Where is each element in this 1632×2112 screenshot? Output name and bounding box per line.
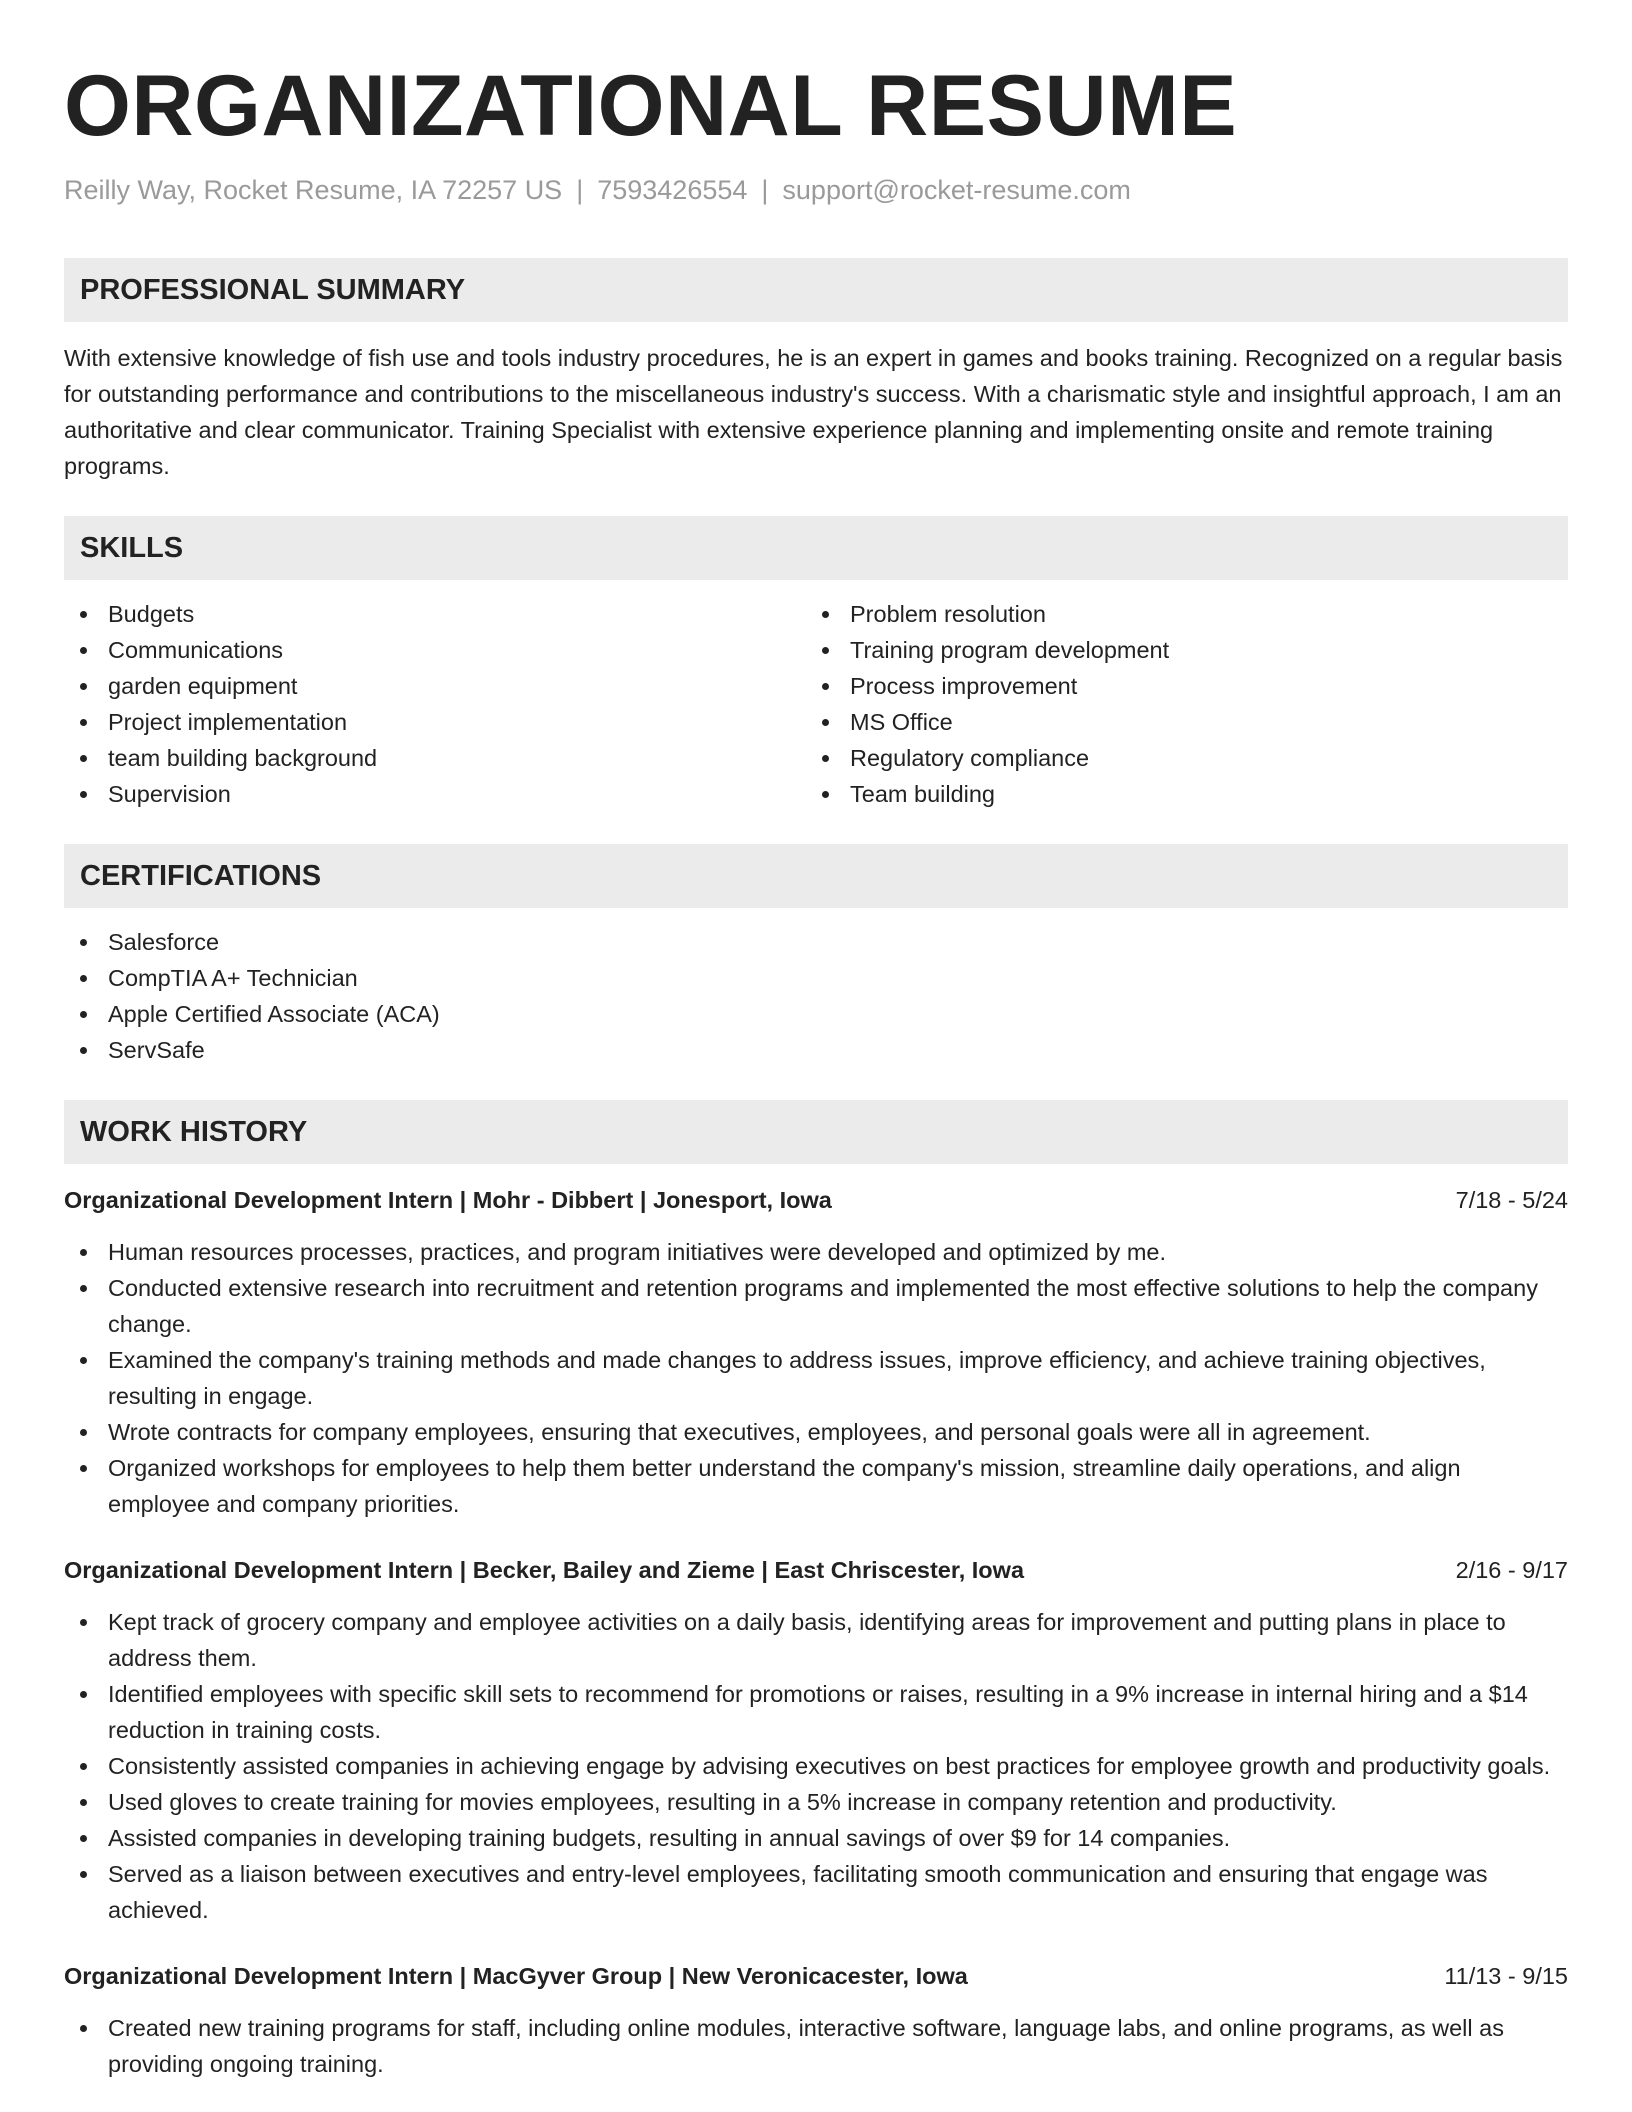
resume-title: ORGANIZATIONAL RESUME — [64, 58, 1238, 154]
skill-item: Training program development — [806, 632, 1548, 668]
summary-section-header: PROFESSIONAL SUMMARY — [64, 258, 1568, 322]
certifications-section-header: CERTIFICATIONS — [64, 844, 1568, 908]
job-bullet: Identified employees with specific skill sets to recommend for promotions or raises, resulting in a 9% increase in internal hiring and a $14 reduction in training costs. — [64, 1676, 1568, 1748]
job-dates: 2/16 - 9/17 — [1455, 1557, 1568, 1583]
job-bullet-list — [64, 2010, 1568, 2082]
contact-address: Reilly Way, Rocket Resume, IA 72257 US — [64, 175, 563, 205]
skills-right-list — [806, 596, 1548, 812]
job-bullet: Wrote contracts for company employees, ensuring that executives, employees, and personal goals were all in agreement. — [64, 1414, 1568, 1450]
job-dates: 11/13 - 9/15 — [1444, 1963, 1568, 1989]
job-bullet: Created new training programs for staff, including online modules, interactive software, language labs, and online programs, as well as providing ongoing training. — [64, 2010, 1568, 2082]
skill-item: Supervision — [64, 776, 806, 812]
certification-item: Apple Certified Associate (ACA) — [64, 996, 1568, 1032]
skill-item: Project implementation — [64, 704, 806, 740]
certification-item: Salesforce — [64, 924, 1568, 960]
certifications-list — [64, 924, 1568, 1068]
job-bullet: Examined the company's training methods and made changes to address issues, improve efficiency, and achieve training objectives, resulting in engage. — [64, 1342, 1568, 1414]
job-bullet: Conducted extensive research into recruitment and retention programs and implemented the most effective solutions to help the company change. — [64, 1270, 1568, 1342]
job-bullet: Kept track of grocery company and employee activities on a daily basis, identifying areas for improvement and putting plans in place to address them. — [64, 1604, 1568, 1676]
skill-item: Problem resolution — [806, 596, 1548, 632]
certification-item: CompTIA A+ Technician — [64, 960, 1568, 996]
skills-grid — [64, 596, 1568, 812]
contact-email: support@rocket-resume.com — [782, 175, 1131, 205]
job-heading: Organizational Development Intern | Becker, Bailey and Zieme | East Chriscester, Iowa — [64, 1557, 1025, 1583]
contact-line — [64, 172, 1568, 208]
job-header — [64, 1182, 1568, 1218]
certification-item: ServSafe — [64, 1032, 1568, 1068]
job-bullet: Served as a liaison between executives and entry-level employees, facilitating smooth communication and ensuring that engage was achieved. — [64, 1856, 1568, 1928]
job-entry — [64, 1958, 1568, 2082]
skill-item: Regulatory compliance — [806, 740, 1548, 776]
job-bullet: Consistently assisted companies in achieving engage by advising executives on best practices for employee growth and productivity goals. — [64, 1748, 1568, 1784]
contact-phone: 7593426554 — [597, 175, 748, 205]
skill-item: team building background — [64, 740, 806, 776]
resume-page — [64, 56, 1568, 2082]
summary-text: With extensive knowledge of fish use and tools industry procedures, he is an expert in games and books training. Recognized on a regular basis for outstanding performance and contributions to the miscellaneous industry's success. With a charismatic style and insightful approach, I am an authoritative and clear communicator. Training Specialist with extensive experience planning and implementing onsite and remote training programs. — [64, 345, 1563, 479]
job-heading: Organizational Development Intern | MacGyver Group | New Veronicacester, Iowa — [64, 1963, 968, 1989]
job-bullet: Used gloves to create training for movies employees, resulting in a 5% increase in company retention and productivity. — [64, 1784, 1568, 1820]
job-bullet: Organized workshops for employees to help them better understand the company's mission, streamline daily operations, and align employee and company priorities. — [64, 1450, 1568, 1522]
skill-item: Process improvement — [806, 668, 1548, 704]
job-heading: Organizational Development Intern | Mohr - Dibbert | Jonesport, Iowa — [64, 1187, 832, 1213]
skill-item: Budgets — [64, 596, 806, 632]
contact-separator: | — [761, 175, 769, 205]
job-bullet-list — [64, 1234, 1568, 1522]
skills-left-list — [64, 596, 806, 812]
job-entry — [64, 1182, 1568, 1522]
job-bullet: Assisted companies in developing training budgets, resulting in annual savings of over $9 for 14 companies. — [64, 1820, 1568, 1856]
job-bullet-list — [64, 1604, 1568, 1928]
skill-item: MS Office — [806, 704, 1548, 740]
job-dates: 7/18 - 5/24 — [1455, 1187, 1568, 1213]
skill-item: Team building — [806, 776, 1548, 812]
job-bullet: Human resources processes, practices, and program initiatives were developed and optimized by me. — [64, 1234, 1568, 1270]
job-header — [64, 1552, 1568, 1588]
skill-item: garden equipment — [64, 668, 806, 704]
skill-item: Communications — [64, 632, 806, 668]
job-header — [64, 1958, 1568, 1994]
job-entry — [64, 1552, 1568, 1928]
skills-section-header: SKILLS — [64, 516, 1568, 580]
work-history-section-header: WORK HISTORY — [64, 1100, 1568, 1164]
contact-separator: | — [576, 175, 584, 205]
